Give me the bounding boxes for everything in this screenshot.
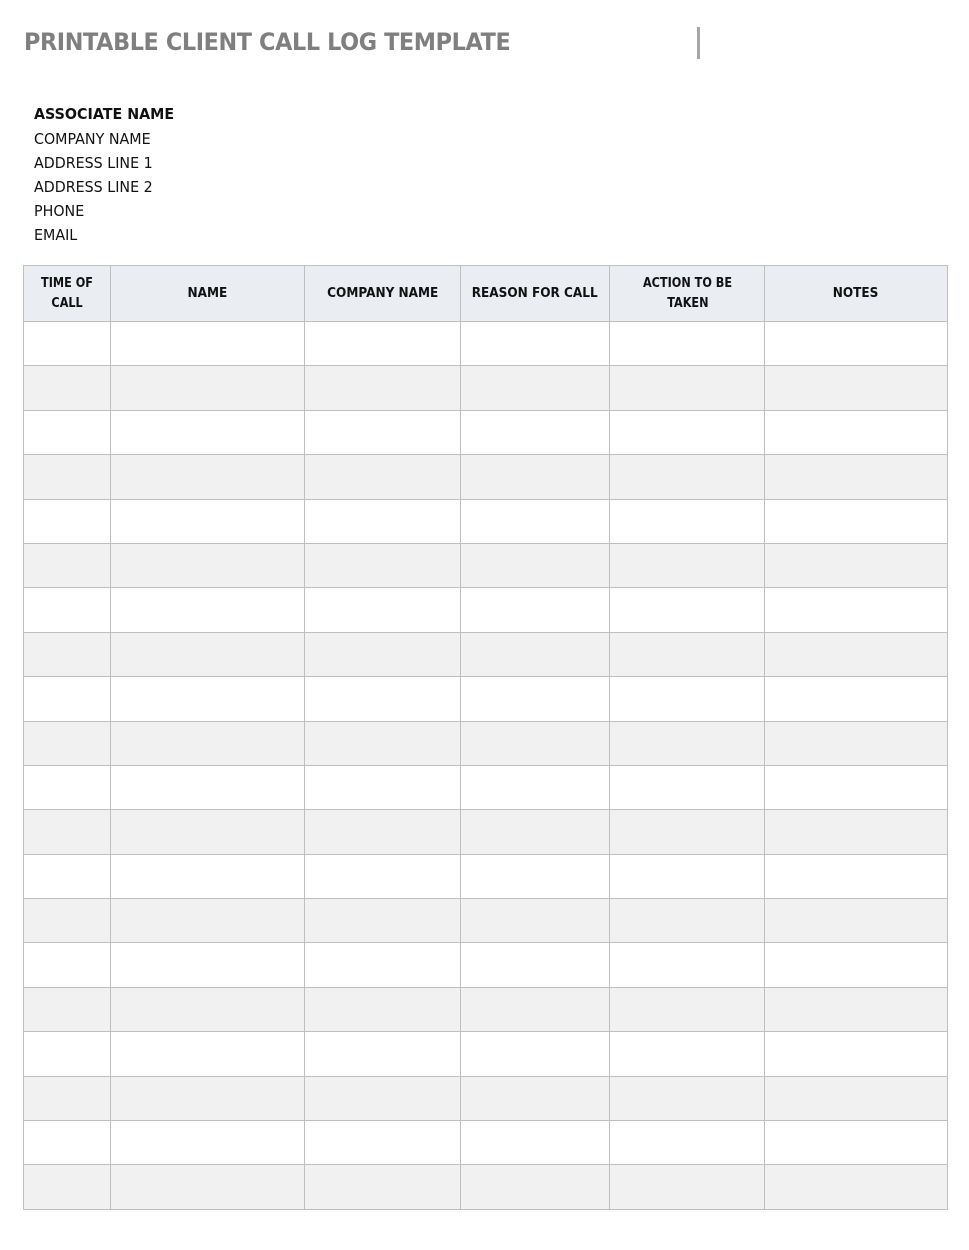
cell-company-name[interactable]	[305, 499, 461, 543]
cell-name[interactable]	[111, 410, 305, 454]
cell-company-name[interactable]	[305, 588, 461, 632]
table-row	[24, 366, 948, 410]
cell-time-of-call[interactable]	[24, 410, 111, 454]
cell-name[interactable]	[111, 322, 305, 366]
cell-reason-for-call[interactable]	[461, 987, 610, 1031]
column-header-notes: NOTES	[765, 266, 948, 322]
cell-reason-for-call[interactable]	[461, 543, 610, 587]
cell-time-of-call[interactable]	[24, 854, 111, 898]
cell-name[interactable]	[111, 1032, 305, 1076]
cell-notes[interactable]	[765, 987, 948, 1031]
cell-notes[interactable]	[765, 455, 948, 499]
cell-name[interactable]	[111, 899, 305, 943]
cell-company-name[interactable]	[305, 765, 461, 809]
cell-action-to-be-taken[interactable]	[610, 765, 765, 809]
cell-name[interactable]	[111, 987, 305, 1031]
cell-time-of-call[interactable]	[24, 721, 111, 765]
address-line-1: ADDRESS LINE 1	[34, 154, 153, 172]
cell-action-to-be-taken[interactable]	[610, 499, 765, 543]
cell-reason-for-call[interactable]	[461, 1165, 610, 1209]
table-row	[24, 322, 948, 366]
cell-reason-for-call[interactable]	[461, 632, 610, 676]
table-row	[24, 543, 948, 587]
cell-notes[interactable]	[765, 499, 948, 543]
cell-notes[interactable]	[765, 943, 948, 987]
cell-action-to-be-taken[interactable]	[610, 1121, 765, 1165]
cell-notes[interactable]	[765, 632, 948, 676]
cell-action-to-be-taken[interactable]	[610, 721, 765, 765]
table-row	[24, 854, 948, 898]
cell-time-of-call[interactable]	[24, 499, 111, 543]
cell-time-of-call[interactable]	[24, 1121, 111, 1165]
email: EMAIL	[34, 226, 78, 244]
cell-reason-for-call[interactable]	[461, 943, 610, 987]
column-header-action-to-be-taken: ACTION TO BE TAKEN	[610, 266, 765, 322]
cell-time-of-call[interactable]	[24, 1165, 111, 1209]
cell-company-name[interactable]	[305, 543, 461, 587]
company-name: COMPANY NAME	[34, 130, 151, 148]
title-divider	[697, 27, 700, 59]
cell-action-to-be-taken[interactable]	[610, 410, 765, 454]
cell-action-to-be-taken[interactable]	[610, 1032, 765, 1076]
cell-notes[interactable]	[765, 854, 948, 898]
cell-company-name[interactable]	[305, 810, 461, 854]
table-row	[24, 499, 948, 543]
table-row	[24, 455, 948, 499]
cell-company-name[interactable]	[305, 632, 461, 676]
cell-reason-for-call[interactable]	[461, 499, 610, 543]
cell-name[interactable]	[111, 1076, 305, 1120]
cell-name[interactable]	[111, 543, 305, 587]
associate-name: ASSOCIATE NAME	[34, 105, 175, 123]
cell-notes[interactable]	[765, 765, 948, 809]
cell-reason-for-call[interactable]	[461, 810, 610, 854]
cell-time-of-call[interactable]	[24, 455, 111, 499]
cell-company-name[interactable]	[305, 455, 461, 499]
column-header-name: NAME	[111, 266, 305, 322]
table-header-row	[24, 266, 948, 322]
cell-name[interactable]	[111, 366, 305, 410]
cell-name[interactable]	[111, 810, 305, 854]
cell-company-name[interactable]	[305, 1032, 461, 1076]
table-row	[24, 987, 948, 1031]
cell-notes[interactable]	[765, 677, 948, 721]
table-row	[24, 1076, 948, 1120]
cell-name[interactable]	[111, 677, 305, 721]
cell-action-to-be-taken[interactable]	[610, 1165, 765, 1209]
phone: PHONE	[34, 202, 85, 220]
cell-name[interactable]	[111, 1121, 305, 1165]
cell-company-name[interactable]	[305, 899, 461, 943]
cell-time-of-call[interactable]	[24, 1032, 111, 1076]
cell-reason-for-call[interactable]	[461, 899, 610, 943]
cell-name[interactable]	[111, 588, 305, 632]
cell-name[interactable]	[111, 499, 305, 543]
cell-notes[interactable]	[765, 543, 948, 587]
cell-notes[interactable]	[765, 1032, 948, 1076]
cell-company-name[interactable]	[305, 854, 461, 898]
cell-notes[interactable]	[765, 721, 948, 765]
column-header-company-name: COMPANY NAME	[305, 266, 461, 322]
cell-name[interactable]	[111, 632, 305, 676]
cell-name[interactable]	[111, 943, 305, 987]
cell-action-to-be-taken[interactable]	[610, 366, 765, 410]
cell-action-to-be-taken[interactable]	[610, 810, 765, 854]
cell-time-of-call[interactable]	[24, 899, 111, 943]
cell-reason-for-call[interactable]	[461, 677, 610, 721]
cell-action-to-be-taken[interactable]	[610, 455, 765, 499]
table-row	[24, 410, 948, 454]
cell-time-of-call[interactable]	[24, 1076, 111, 1120]
cell-time-of-call[interactable]	[24, 987, 111, 1031]
cell-notes[interactable]	[765, 410, 948, 454]
cell-notes[interactable]	[765, 899, 948, 943]
cell-action-to-be-taken[interactable]	[610, 677, 765, 721]
cell-action-to-be-taken[interactable]	[610, 943, 765, 987]
table-row	[24, 1121, 948, 1165]
cell-notes[interactable]	[765, 1165, 948, 1209]
document-title: PRINTABLE CLIENT CALL LOG TEMPLATE	[24, 28, 511, 56]
cell-time-of-call[interactable]	[24, 366, 111, 410]
cell-reason-for-call[interactable]	[461, 1121, 610, 1165]
table-row	[24, 677, 948, 721]
table-row	[24, 721, 948, 765]
cell-notes[interactable]	[765, 322, 948, 366]
cell-name[interactable]	[111, 765, 305, 809]
cell-company-name[interactable]	[305, 322, 461, 366]
table-row	[24, 1032, 948, 1076]
cell-reason-for-call[interactable]	[461, 588, 610, 632]
cell-name[interactable]	[111, 1165, 305, 1209]
table-row	[24, 899, 948, 943]
table-row	[24, 588, 948, 632]
cell-time-of-call[interactable]	[24, 588, 111, 632]
cell-time-of-call[interactable]	[24, 810, 111, 854]
cell-action-to-be-taken[interactable]	[610, 322, 765, 366]
cell-action-to-be-taken[interactable]	[610, 543, 765, 587]
table-row	[24, 632, 948, 676]
cell-reason-for-call[interactable]	[461, 854, 610, 898]
cell-time-of-call[interactable]	[24, 632, 111, 676]
table-row	[24, 810, 948, 854]
cell-company-name[interactable]	[305, 1076, 461, 1120]
cell-action-to-be-taken[interactable]	[610, 987, 765, 1031]
cell-reason-for-call[interactable]	[461, 410, 610, 454]
cell-time-of-call[interactable]	[24, 543, 111, 587]
cell-notes[interactable]	[765, 1121, 948, 1165]
address-line-2: ADDRESS LINE 2	[34, 178, 153, 196]
cell-company-name[interactable]	[305, 943, 461, 987]
table-row	[24, 943, 948, 987]
table-row	[24, 1165, 948, 1209]
cell-time-of-call[interactable]	[24, 765, 111, 809]
cell-company-name[interactable]	[305, 1121, 461, 1165]
cell-time-of-call[interactable]	[24, 943, 111, 987]
cell-company-name[interactable]	[305, 677, 461, 721]
call-log-table	[23, 265, 948, 1210]
cell-action-to-be-taken[interactable]	[610, 1076, 765, 1120]
cell-reason-for-call[interactable]	[461, 721, 610, 765]
cell-reason-for-call[interactable]	[461, 322, 610, 366]
cell-reason-for-call[interactable]	[461, 765, 610, 809]
cell-company-name[interactable]	[305, 721, 461, 765]
cell-notes[interactable]	[765, 588, 948, 632]
cell-time-of-call[interactable]	[24, 322, 111, 366]
cell-time-of-call[interactable]	[24, 677, 111, 721]
cell-reason-for-call[interactable]	[461, 455, 610, 499]
cell-notes[interactable]	[765, 810, 948, 854]
cell-reason-for-call[interactable]	[461, 366, 610, 410]
cell-name[interactable]	[111, 455, 305, 499]
column-header-time-of-call: TIME OF CALL	[24, 266, 111, 322]
cell-company-name[interactable]	[305, 987, 461, 1031]
cell-notes[interactable]	[765, 366, 948, 410]
cell-action-to-be-taken[interactable]	[610, 899, 765, 943]
cell-action-to-be-taken[interactable]	[610, 588, 765, 632]
cell-reason-for-call[interactable]	[461, 1032, 610, 1076]
cell-notes[interactable]	[765, 1076, 948, 1120]
column-header-reason-for-call: REASON FOR CALL	[461, 266, 610, 322]
cell-reason-for-call[interactable]	[461, 1076, 610, 1120]
cell-company-name[interactable]	[305, 410, 461, 454]
cell-action-to-be-taken[interactable]	[610, 632, 765, 676]
table-row	[24, 765, 948, 809]
cell-action-to-be-taken[interactable]	[610, 854, 765, 898]
cell-company-name[interactable]	[305, 366, 461, 410]
cell-company-name[interactable]	[305, 1165, 461, 1209]
cell-name[interactable]	[111, 721, 305, 765]
associate-info	[34, 101, 186, 247]
cell-name[interactable]	[111, 854, 305, 898]
